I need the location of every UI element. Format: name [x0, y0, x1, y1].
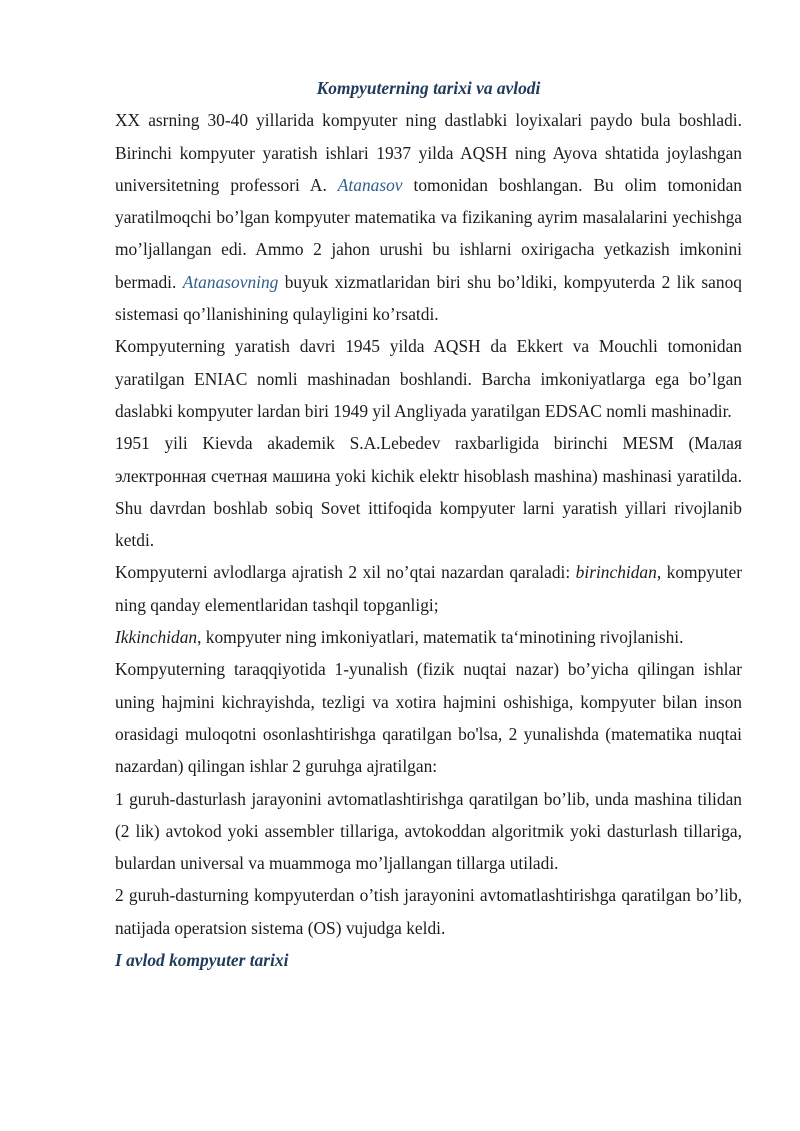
paragraph-text: XX asrning 30-40 yillarida kompyuter ning dastlabki loyixalari paydo bula boshladi. Birinchi kompyuter yaratish ishlari 1937 yilda AQSH ning Ayova shtatida joylashgan universitetning professori A.: [115, 110, 742, 195]
person-name-atanasov: Atanasov: [337, 174, 403, 195]
person-name-atanasovning: Atanasovning: [182, 271, 279, 292]
paragraph-text: Kompyuterni avlodlarga ajratish 2 xil no’qtai nazardan qaraladi:: [115, 562, 576, 583]
paragraph-generations: [115, 556, 742, 621]
emphasis-ikkinchidan: Ikkinchidan: [115, 627, 198, 648]
paragraph-text: tomonidan boshlangan. Bu olim tomonidan yaratilmoqchi bo’lgan kompyuter matematika va fizikaning ayrim masalalarini yechishga mo’ljallangan edi. Ammo 2 jahon urushi bu ishlarni oxirigacha yetkazish imkonini bermadi.: [115, 174, 742, 292]
page-title: Kompyuterning tarixi va avlodi: [316, 78, 541, 98]
paragraph-group-1: 1 guruh-dasturlash jarayonini avtomatlashtirishga qaratilgan bo’lib, unda mashina tilidan (2 lik) avtokod yoki assembler tillariga, avtokoddan algoritmik yoki dasturlash tillariga, bulardan universal va muammoga mo’ljallangan tillarga utiladi.: [115, 788, 742, 874]
paragraph-development: Kompyuterning taraqqiyotida 1-yunalish (fizik nuqtai nazar) bo’yicha qilingan ishlar uning hajmini kichrayishda, tezligi va xotira hajmini oshishiga, kompyuter bilan inson orasidagi muloqotni osonlashtirishga qaratilgan bo'lsa, 2 yunalishda (matematika nuqtai nazardan) qilingan ishlar 2 guruhga ajratilgan:: [115, 659, 742, 777]
paragraph-text: , kompyuter ning imkoniyatlari, matematik ta‘minotining rivojlanishi.: [197, 627, 684, 648]
section-heading: I avlod kompyuter tarixi: [115, 950, 289, 971]
paragraph-eniac: Kompyuterning yaratish davri 1945 yilda AQSH da Ekkert va Mouchli tomonidan yaratilgan ENIAC nomli mashinadan boshlandi. Barcha imkoniyatlarga ega bo’lgan daslabki kompyuter lardan biri 1949 yil Angliyada yaratilgan EDSAC nomli mashinadir.: [115, 336, 742, 421]
paragraph-history-intro: [115, 104, 742, 330]
paragraph-text: , kompyuter ning qanday elementlaridan tashqil topganligi;: [115, 562, 742, 615]
paragraph-text: buyuk xizmatlaridan biri shu bo’ldiki, kompyuterda 2 lik sanoq sistemasi qo’llanishining qulayligini ko’rsatdi.: [115, 271, 742, 325]
paragraph-mesm: 1951 yili Kievda akademik S.A.Lebedev raxbarligida birinchi MESM (Малая электронная счетная машина yoki kichik elektr hisoblash mashina) mashinasi yaratilda. Shu davrdan boshlab sobiq Sovet ittifoqida kompyuter larni yaratish yillari rivojlanib ketdi.: [115, 433, 742, 551]
paragraph-group-2: 2 guruh-dasturning kompyuterdan o’tish jarayonini avtomatlashtirishga qaratilgan bo’lib, natijada operatsion sistema (OS) vujudga keldi.: [115, 885, 742, 938]
document-body: [115, 72, 742, 976]
paragraph-second-view: [115, 621, 742, 653]
emphasis-birinchidan: birinchidan: [575, 562, 657, 583]
